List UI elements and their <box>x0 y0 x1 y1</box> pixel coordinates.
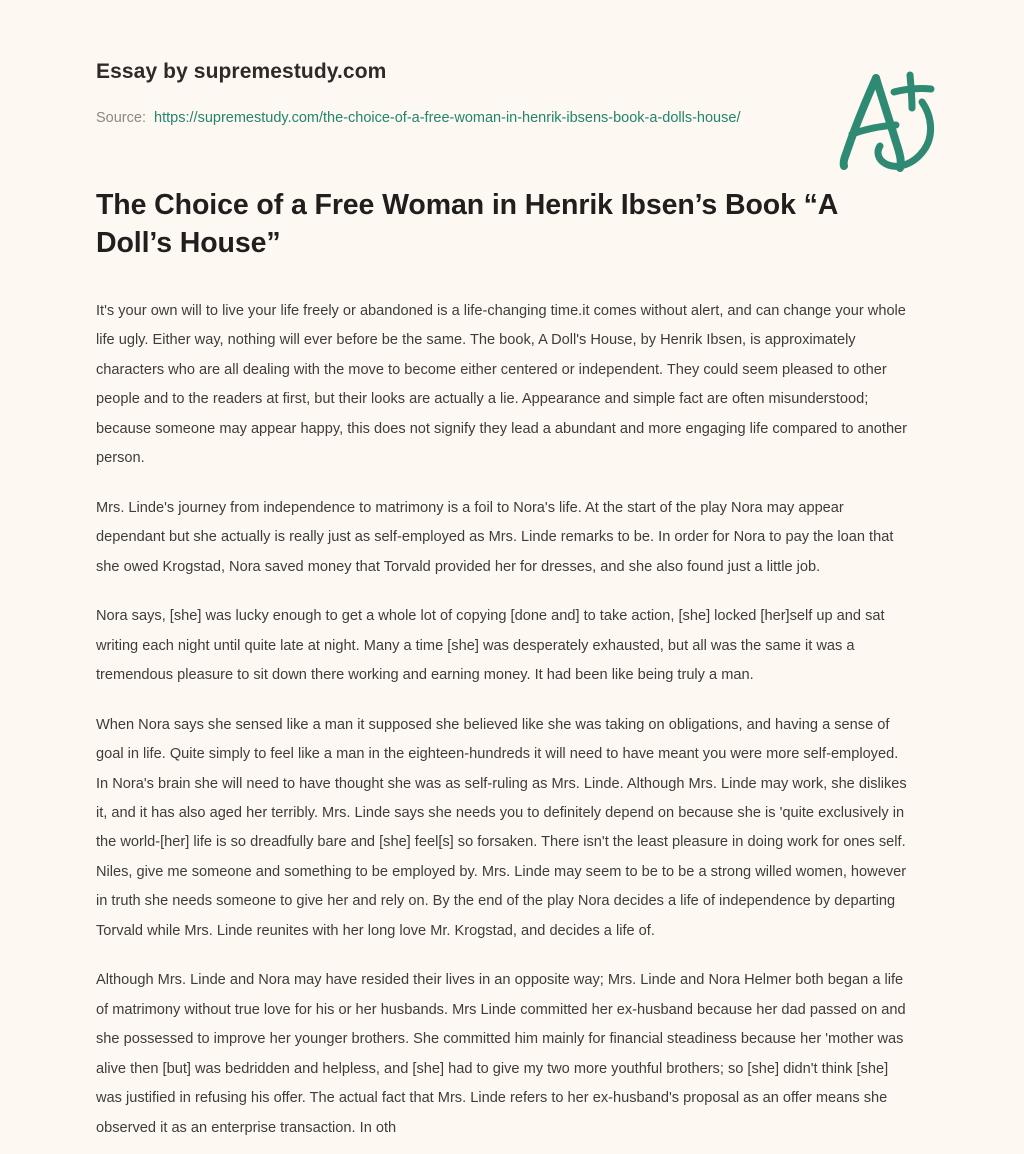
source-label: Source: <box>96 110 146 127</box>
a-plus-logo-svg <box>834 58 944 176</box>
article-paragraph: Nora says, [she] was lucky enough to get a whole lot of copying [done and] to take action, [she] locked [her]self up and sat writing each night until quite late at night. Many a time [she] was desperately exhausted, but all was the same it was a tremendous pleasure to sit down there working and earning money. It had been like being truly a man. <box>96 608 885 684</box>
article-paragraph: When Nora says she sensed like a man it supposed she believed like she was taking on obligations, and having a sense of goal in life. Quite simply to feel like a man in the eighteen-hundreds it will need to have meant you were more self-employed. In Nora's brain she will need to have thought she was as self-ruling as Mrs. Linde. Although Mrs. Linde may work, she dislikes it, and it has also aged her terribly. Mrs. Linde says she needs you to definitely depend on because she is 'quite exclusively in the world-[her] life is so dreadfully bare and [she] feel[s] so forsaken. There isn't the least pleasure in doing work for ones self. Niles, give me someone and something to be employed by. Mrs. Linde may seem to be to be a strong willed women, however in truth she needs someone to give her and rely on. By the end of the play Nora decides a life of independence by departing Torvald while Mrs. Linde reunites with her long love Mr. Krogstad, and decides a life of. <box>96 716 907 939</box>
article-paragraph: Mrs. Linde's journey from independence to matrimony is a foil to Nora's life. At the start of the play Nora may appear dependant but she actually is really just as self-employed as Mrs. Linde remarks to be. In order for Nora to pay the loan that she owed Krogstad, Nora saved money that Torvald provided her for dresses, and she also found just a little job. <box>96 499 894 575</box>
page-title: The Choice of a Free Woman in Henrik Ibsen’s Book “A Doll’s House” <box>96 189 838 260</box>
article-paragraph: It's your own will to live your life freely or abandoned is a life-changing time.it comes without alert, and can change your whole life ugly. Either way, nothing will ever before be the same. The book, A Doll's House, by Henrik Ibsen, is approximately characters who are all dealing with the move to become either centered or independent. They could seem pleased to other people and to the readers at first, but their looks are actually a lie. Appearance and simple fact are often misunderstood; because someone may appear happy, this does not signify they lead a abundant and more engaging life compared to another person. <box>96 302 908 467</box>
article-paragraph: Although Mrs. Linde and Nora may have resided their lives in an opposite way; Mrs. Linde and Nora Helmer both began a life of matrimony without true love for his or her husbands. Mrs Linde committed her ex-husband because her dad passed on and she possessed to improve her younger brothers. She committed him mainly for financial steadiness because her 'mother was alive then [but] was bedridden and helpless, and [she] had to give my two more youthful brothers; so [she] didn't think [she] was justified in refusing his offer. The actual fact that Mrs. Linde refers to her ex-husband's proposal as an offer means she observed it as an enterprise transaction. In oth <box>96 972 906 1136</box>
a-plus-logo-icon <box>834 58 944 176</box>
article-body <box>96 297 912 1143</box>
essay-byline: Essay by supremestudy.com <box>96 60 387 83</box>
page-header <box>0 0 1024 186</box>
source-url-link[interactable]: https://supremestudy.com/the-choice-of-a-free-woman-in-henrik-ibsens-book-a-dolls-house/ <box>154 110 741 127</box>
source-line <box>96 105 776 132</box>
article-container <box>0 186 1024 1143</box>
